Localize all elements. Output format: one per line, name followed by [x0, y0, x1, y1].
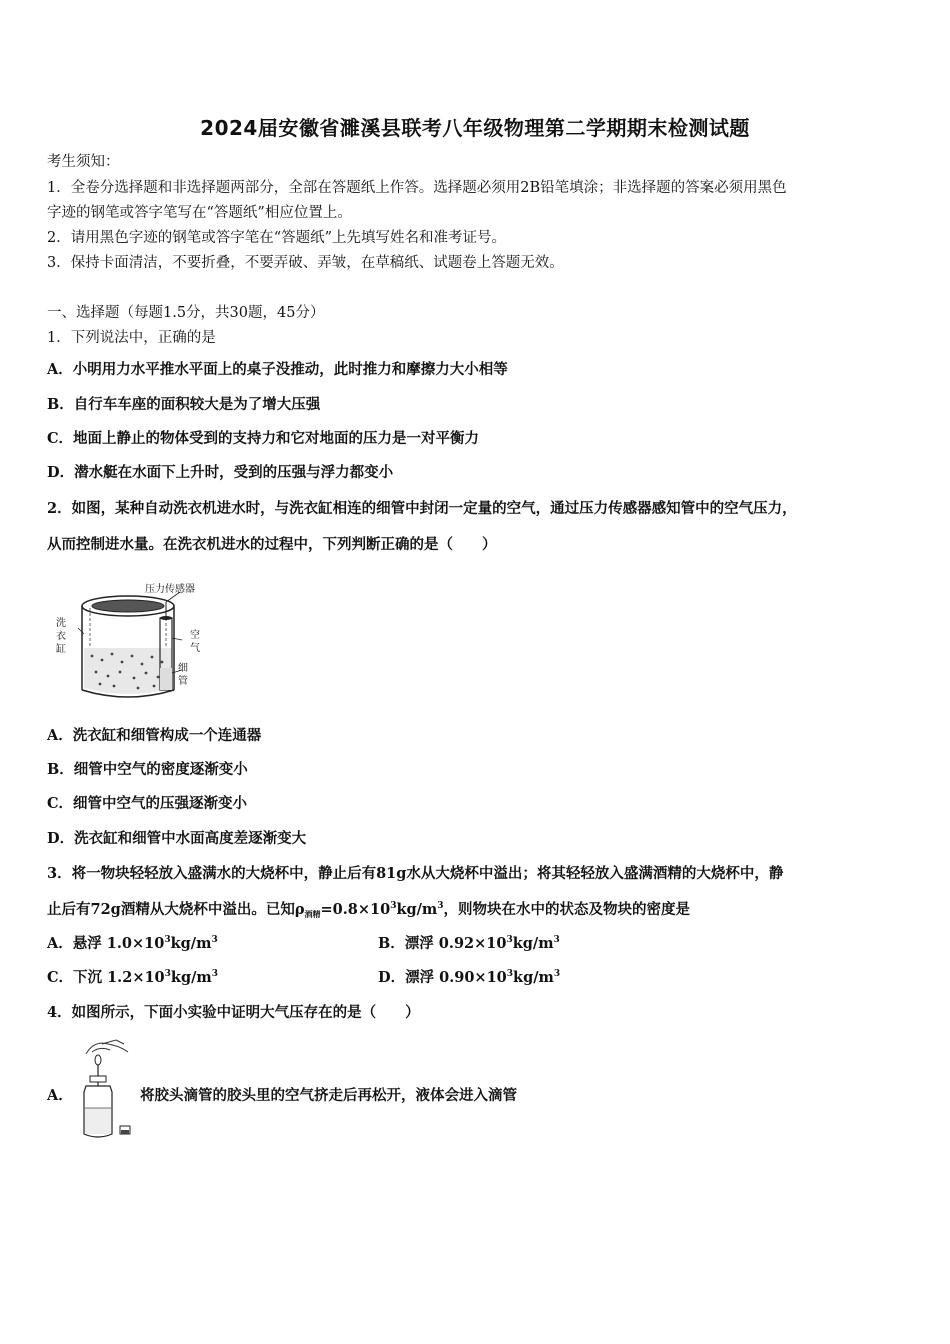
notice-item-3: 3．保持卡面清洁，不要折叠，不要弄破、弄皱，在草稿纸、试题卷上答题无效。	[47, 255, 564, 271]
section-heading: 一、选择题（每题1.5分，共30题，45分）	[47, 305, 325, 321]
page-title: 2024届安徽省濉溪县联考八年级物理第二学期期末检测试题	[200, 116, 750, 140]
figure-label-tube-2: 管	[178, 676, 188, 687]
q1-option-a: A．小明用力水平推水平面上的桌子没推动，此时推力和摩擦力大小相等	[47, 361, 508, 378]
q4-option-a-text: 将胶头滴管的胶头里的空气挤走后再松开，液体会进入滴管	[140, 1087, 517, 1104]
q1-option-b: B．自行车车座的面积较大是为了增大压强	[47, 396, 321, 413]
figure-label-tube-1: 细	[178, 663, 188, 674]
q1-option-d: D．潜水艇在水面下上升时，受到的压强与浮力都变小	[47, 464, 394, 481]
q1-stem: 1．下列说法中，正确的是	[47, 330, 216, 346]
notice-item-1: 1．全卷分选择题和非选择题两部分，全部在答题纸上作答。选择题必须用2B铅笔填涂；非选择题的答案必须用黑色	[47, 180, 787, 196]
dropper-figure	[72, 1036, 142, 1144]
figure-label-tub-1: 洗	[56, 618, 66, 629]
q3-option-b: B．漂浮 $0.92\times 10^3kg/m^3$	[378, 935, 560, 952]
notice-item-1-cont: 字迹的钢笔或答字笔写在“答题纸”相应位置上。	[47, 205, 352, 221]
notice-item-2: 2．请用黑色字迹的钢笔或答字笔在“答题纸”上先填写姓名和准考证号。	[47, 230, 507, 246]
figure-label-air-2: 气	[190, 643, 200, 654]
q2-option-c: C．细管中空气的压强逐渐变小	[47, 795, 248, 812]
figure-label-air-1: 空	[190, 630, 200, 641]
q3-option-d: D．漂浮 $0.90\times 10^3kg/m^3$	[378, 969, 561, 986]
q2-stem-cont: 从而控制进水量。在洗衣机进水的过程中，下列判断正确的是（ ）	[47, 536, 497, 553]
notice-heading: 考生须知：	[47, 154, 120, 170]
q2-option-d: D．洗衣缸和细管中水面高度差逐渐变大	[47, 830, 307, 847]
q1-option-c: C．地面上静止的物体受到的支持力和它对地面的压力是一对平衡力	[47, 430, 480, 447]
q2-stem: 2．如图，某种自动洗衣机进水时，与洗衣缸相连的细管中封闭一定量的空气，通过压力传感器感知管中的空气压力，	[47, 500, 797, 517]
figure-label-tub-2: 衣	[56, 631, 66, 642]
q2-option-a: A．洗衣缸和细管构成一个连通器	[47, 727, 262, 744]
figure-label-tub-3: 缸	[56, 644, 66, 655]
figure-label-sensor: 压力传感器	[145, 584, 195, 595]
q4-option-a-label: A．	[47, 1087, 73, 1104]
q3-stem-cont: 止后有72g酒精从大烧杯中溢出。已知$\rho_{酒精}=0.8\times 10^3kg/m^3$，则物块在水中的状态及物块的密度是	[47, 901, 691, 919]
q2-option-b: B．细管中空气的密度逐渐变小	[47, 761, 248, 778]
q3-option-a: A．悬浮 $1.0\times 10^3kg/m^3$	[47, 935, 218, 952]
q3-stem: 3．将一物块轻轻放入盛满水的大烧杯中，静止后有81g水从大烧杯中溢出；将其轻轻放入盛满酒精的大烧杯中，静	[47, 865, 784, 882]
q3-option-c: C．下沉 $1.2\times 10^3kg/m^3$	[47, 969, 219, 986]
q4-stem: 4．如图所示，下面小实验中证明大气压存在的是（ ）	[47, 1004, 420, 1021]
